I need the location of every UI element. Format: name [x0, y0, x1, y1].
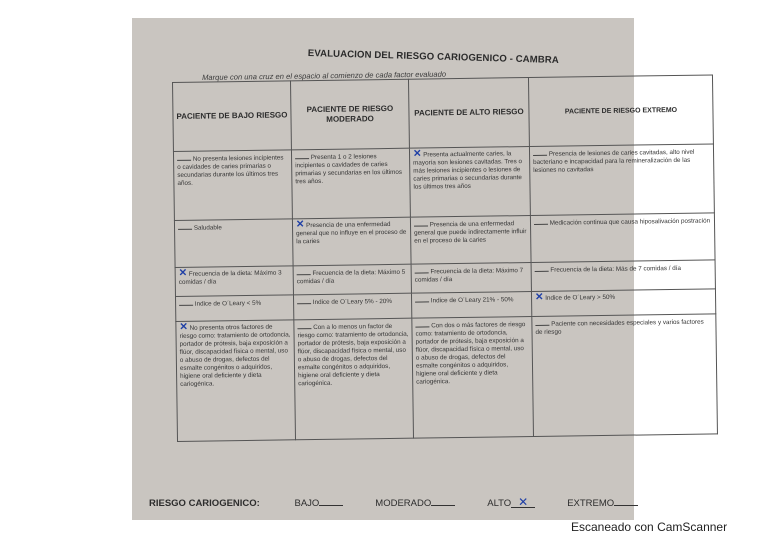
table-cell	[294, 318, 414, 440]
cell-text: Con a lo menos un factor de riesgo como: tratamiento de ortodoncia, portador de prótesis, baja exposición a flúor, discapacidad física o mental, uso o abuso de drogas, defectos del esmalte congénitos o adquiridos, higiene oral deficiente y dieta cariogénica.	[297, 322, 409, 388]
table-header-row	[173, 75, 714, 152]
cell-text: Indice de O´Leary 21% - 50%	[429, 296, 514, 305]
cell-text: No presenta lesiones incipientes o cavidades de caries primarias o secundarias durante los últimos tres años.	[177, 154, 284, 187]
risk-summary	[149, 496, 639, 509]
risk-option-blank[interactable]	[614, 496, 638, 506]
risk-option-bajo	[294, 496, 343, 509]
cell-text: Medicación continua que causa hiposalivación postración	[547, 217, 711, 227]
risk-option-label: EXTREMO	[567, 498, 615, 509]
risk-option-extremo	[567, 496, 638, 509]
table-row	[173, 144, 714, 221]
table-cell	[175, 266, 293, 297]
table-cell	[293, 264, 411, 295]
cell-text: Saludable	[191, 224, 222, 232]
blank-line[interactable]	[178, 223, 192, 230]
table-cell	[291, 148, 410, 219]
table-cell	[411, 292, 531, 319]
table-row	[174, 213, 715, 268]
cell-text: No presenta otros factores de riesgo como: tratamiento de ortodoncia, portador de prótesis, baja exposición a flúor, discapacidad física o mental, uso o abuso de drogas, defectos del esmalte congénitos o adquiridos, higiene oral deficiente y dieta cariogénica.	[179, 323, 291, 388]
risk-option-blank[interactable]	[319, 496, 343, 506]
blank-line[interactable]	[297, 268, 311, 275]
cell-text: Presencia de una enfermedad general que puede indirectamente influir en el proceso de la caries	[414, 220, 527, 245]
risk-option-blank[interactable]	[431, 496, 455, 506]
scanned-page	[132, 18, 711, 520]
risk-summary-label: RIESGO CARIOGENICO:	[149, 498, 260, 509]
blank-line[interactable]	[295, 152, 309, 159]
cell-text: Frecuencia de la dieta: Máximo 5 comidas / día	[296, 268, 406, 286]
blank-line[interactable]	[177, 154, 191, 161]
blank-line[interactable]	[415, 295, 429, 302]
cell-text: Paciente con necesidades especiales y varios factores de riesgo	[535, 318, 704, 336]
table-cell	[409, 147, 530, 218]
cell-text: Indice de O´Leary 5% - 20%	[311, 297, 392, 307]
blank-line[interactable]	[415, 320, 429, 327]
header-high-risk: PACIENTE DE ALTO RIESGO	[408, 78, 529, 149]
risk-option-label: ALTO	[487, 498, 512, 509]
cell-text: Frecuencia de la dieta: Más de 7 comidas / día	[548, 264, 682, 274]
document-title: EVALUACION DEL RIESGO CARIOGENICO - CAMBRA	[307, 48, 560, 67]
camscanner-watermark: Escaneado con CamScanner	[571, 520, 728, 534]
cell-text: Presencia de una enfermedad general que no influye en el proceso de la caries	[296, 220, 407, 246]
x-mark-icon[interactable]: ✕	[534, 291, 544, 303]
cell-text: Presenta actualmente caries, la mayoría son lesiones cavitadas. Tres o más lesiones incipientes o lesiones de caries primarias o secundarias durante los últimos tres años	[413, 150, 523, 191]
table-cell	[412, 316, 534, 438]
cell-text: Indice de O´Leary < 5%	[193, 299, 262, 308]
risk-option-alto	[487, 495, 535, 509]
table-cell	[532, 314, 718, 437]
cell-text: Con dos o más factores de riesgo como: tratamiento de ortodoncia, portador de prótesis, baja exposición a flúor, discapacidad física o mental, uso o abuso de drogas, defectos del esmalte congénitos o adquiridos, higiene oral deficiente y dieta cariogénica.	[415, 321, 526, 386]
x-mark-icon[interactable]: ✕	[178, 267, 188, 279]
cell-text: Presenta 1 o 2 lesiones incipientes o cavidades de caries primarias y secundarias en los últimos tres años.	[295, 153, 403, 186]
table-cell	[293, 293, 411, 320]
table-cell	[531, 260, 715, 292]
blank-line[interactable]	[534, 218, 548, 225]
header-low-risk: PACIENTE DE BAJO RIESGO	[173, 81, 292, 152]
header-extreme-risk: PACIENTE DE RIESGO EXTREMO	[528, 75, 713, 147]
table-cell	[531, 289, 715, 317]
x-mark-icon[interactable]: ✕	[295, 219, 305, 231]
x-mark-icon: ✕	[518, 495, 529, 509]
blank-line[interactable]	[414, 219, 428, 226]
blank-line[interactable]	[179, 299, 193, 306]
table-cell	[410, 216, 531, 265]
x-mark-icon[interactable]: ✕	[412, 148, 422, 160]
x-mark-icon[interactable]: ✕	[179, 321, 188, 333]
risk-option-moderado	[375, 496, 455, 509]
risk-options	[262, 495, 638, 509]
risk-option-blank[interactable]	[511, 495, 535, 509]
blank-line[interactable]	[533, 149, 547, 156]
blank-line[interactable]	[415, 266, 429, 273]
risk-table	[172, 74, 717, 442]
table-cell	[174, 219, 293, 268]
cell-text: Frecuencia de la dieta: Máximo 3 comidas / día	[178, 269, 282, 286]
blank-line[interactable]	[535, 265, 549, 272]
blank-line[interactable]	[297, 322, 311, 329]
header-moderate-risk: PACIENTE DE RIESGO MODERADO	[290, 79, 409, 150]
table-cell	[411, 263, 531, 294]
risk-option-label: MODERADO	[375, 498, 432, 509]
table-cell	[529, 144, 714, 216]
cell-text: Indice de O´Leary > 50%	[543, 293, 616, 302]
table-cell	[173, 150, 292, 221]
blank-line[interactable]	[535, 319, 549, 326]
instruction-text: Marque con una cruz en el espacio al comienzo de cada factor evaluado	[202, 69, 447, 82]
table-cell	[530, 213, 715, 263]
blank-line[interactable]	[297, 297, 311, 304]
table-cell	[176, 320, 296, 442]
table-cell	[292, 217, 411, 266]
cell-text: Frecuencia de la dieta: Máximo 7 comidas / día	[414, 267, 524, 284]
table-row	[176, 314, 718, 442]
cell-text: Presencia de lesiones de caries cavitadas, alto nivel bacteriano e incapacidad para la remineralización de las lesiones no cavitadas	[533, 148, 695, 174]
table-cell	[175, 295, 293, 322]
risk-option-label: BAJO	[294, 498, 320, 509]
